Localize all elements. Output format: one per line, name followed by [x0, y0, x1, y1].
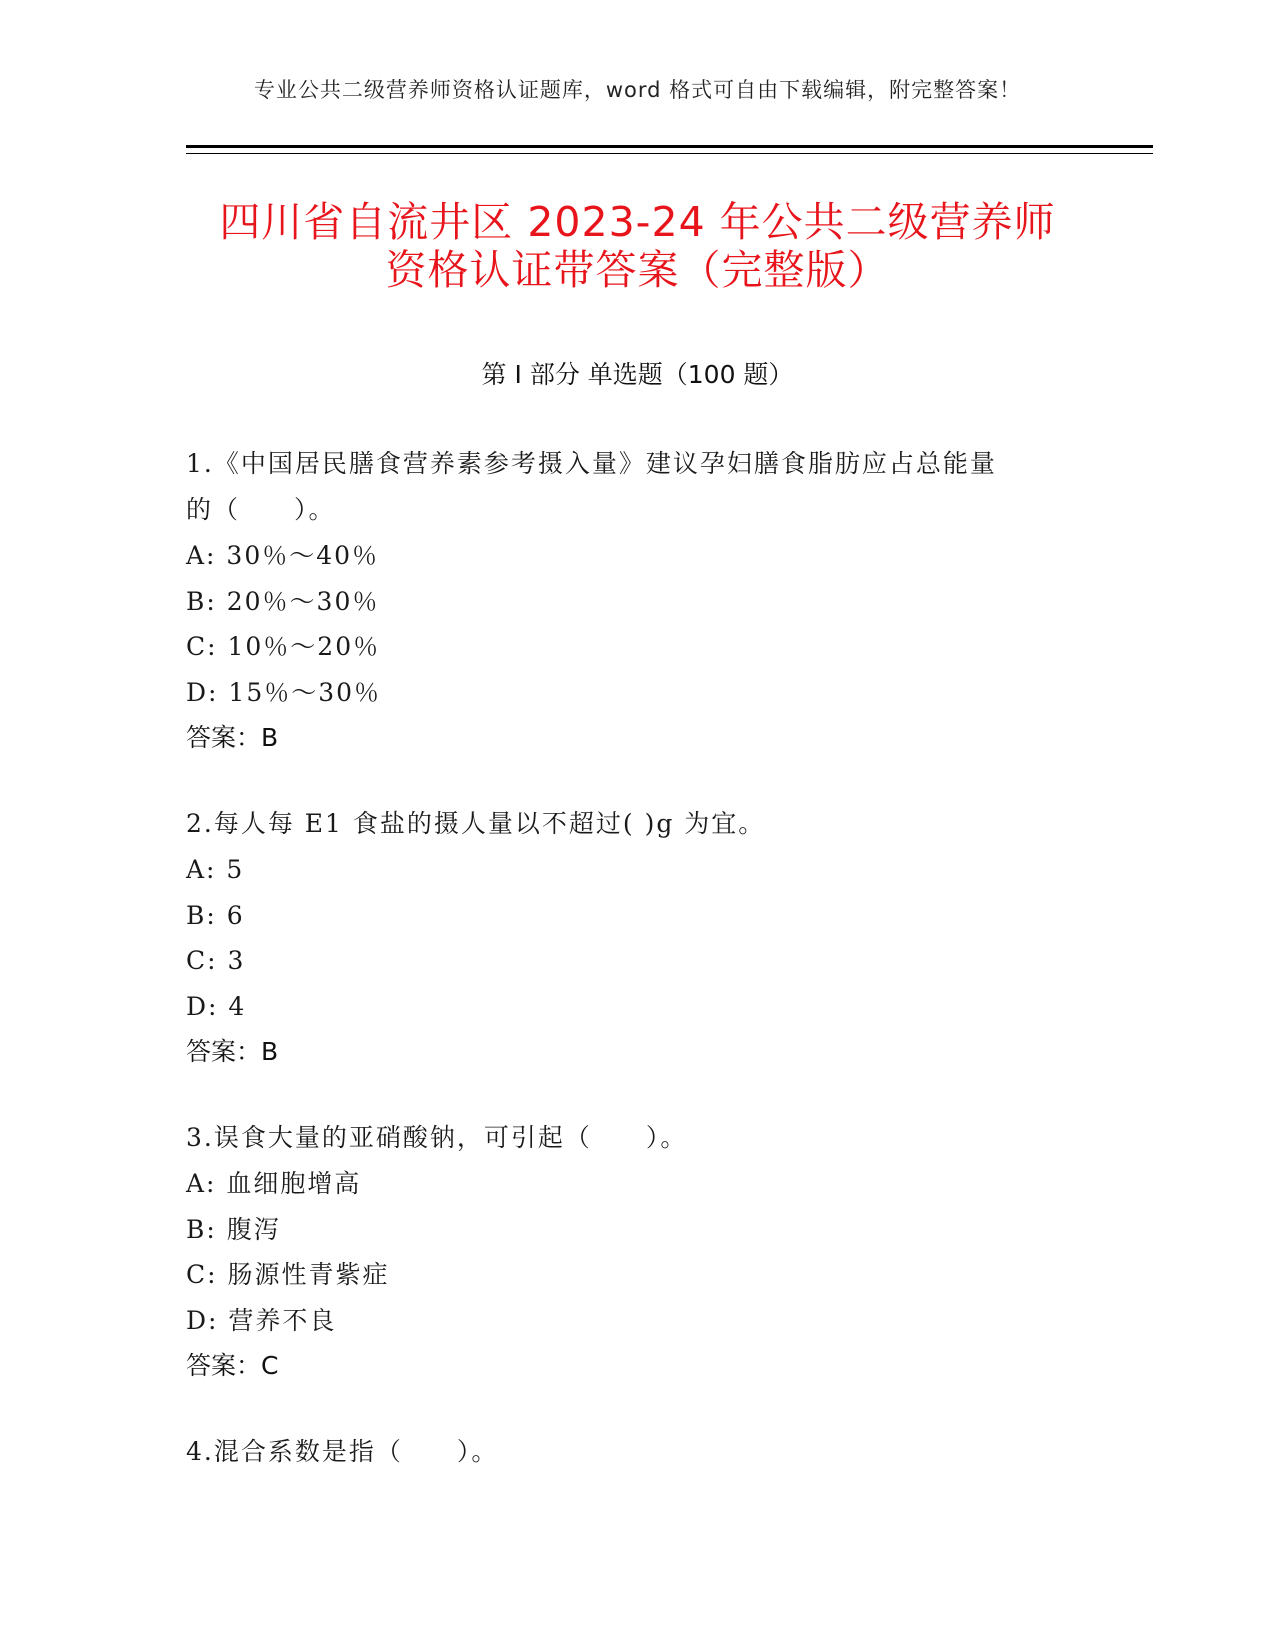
question-2 — [186, 801, 1066, 1074]
question-stem: 4.混合系数是指（ ）。 — [186, 1437, 499, 1466]
option-a: A: 5 — [186, 855, 245, 884]
option-b: B: 20％～30％ — [186, 586, 380, 616]
question-stem: 3.误食大量的亚硝酸钠，可引起（ ）。 — [186, 1123, 688, 1152]
section-heading: 第 I 部分 单选题（100 题） — [481, 360, 794, 389]
answer: 答案：C — [186, 1351, 279, 1380]
option-c: C: 3 — [186, 946, 246, 975]
header-note: 专业公共二级营养师资格认证题库，word 格式可自由下载编辑，附完整答案！ — [253, 78, 1022, 102]
header-divider-thin — [186, 153, 1153, 154]
answer: 答案：B — [186, 723, 279, 752]
title-line-1: 四川省自流井区 2023-24 年公共二级营养师 — [219, 198, 1056, 246]
question-4 — [186, 1429, 1066, 1475]
question-list — [186, 441, 1066, 1516]
option-d: D: 15％～30％ — [186, 677, 382, 707]
question-1 — [186, 441, 1066, 760]
question-stem: 2.每人每 E1 食盐的摄人量以不超过( )g 为宜。 — [186, 809, 766, 838]
question-stem: 1.《中国居民膳食营养素参考摄入量》建议孕妇膳食脂肪应占总能量 — [186, 449, 997, 478]
option-b: B: 6 — [186, 900, 245, 930]
title-line-2: 资格认证带答案（完整版） — [385, 246, 890, 294]
question-3 — [186, 1115, 1066, 1388]
option-d: D: 营养不良 — [186, 1305, 337, 1335]
option-b: B: 腹泻 — [186, 1214, 281, 1244]
question-stem-continued: 的（ ）。 — [186, 495, 336, 524]
option-c: C: 10％～20％ — [186, 632, 381, 661]
option-c: C: 肠源性青紫症 — [186, 1260, 390, 1289]
option-a: A: 30％～40％ — [186, 541, 380, 570]
header-divider-thick — [186, 145, 1153, 148]
answer: 答案：B — [186, 1037, 279, 1066]
option-d: D: 4 — [186, 991, 247, 1021]
option-a: A: 血细胞增高 — [186, 1169, 362, 1198]
document-title — [150, 198, 1125, 294]
